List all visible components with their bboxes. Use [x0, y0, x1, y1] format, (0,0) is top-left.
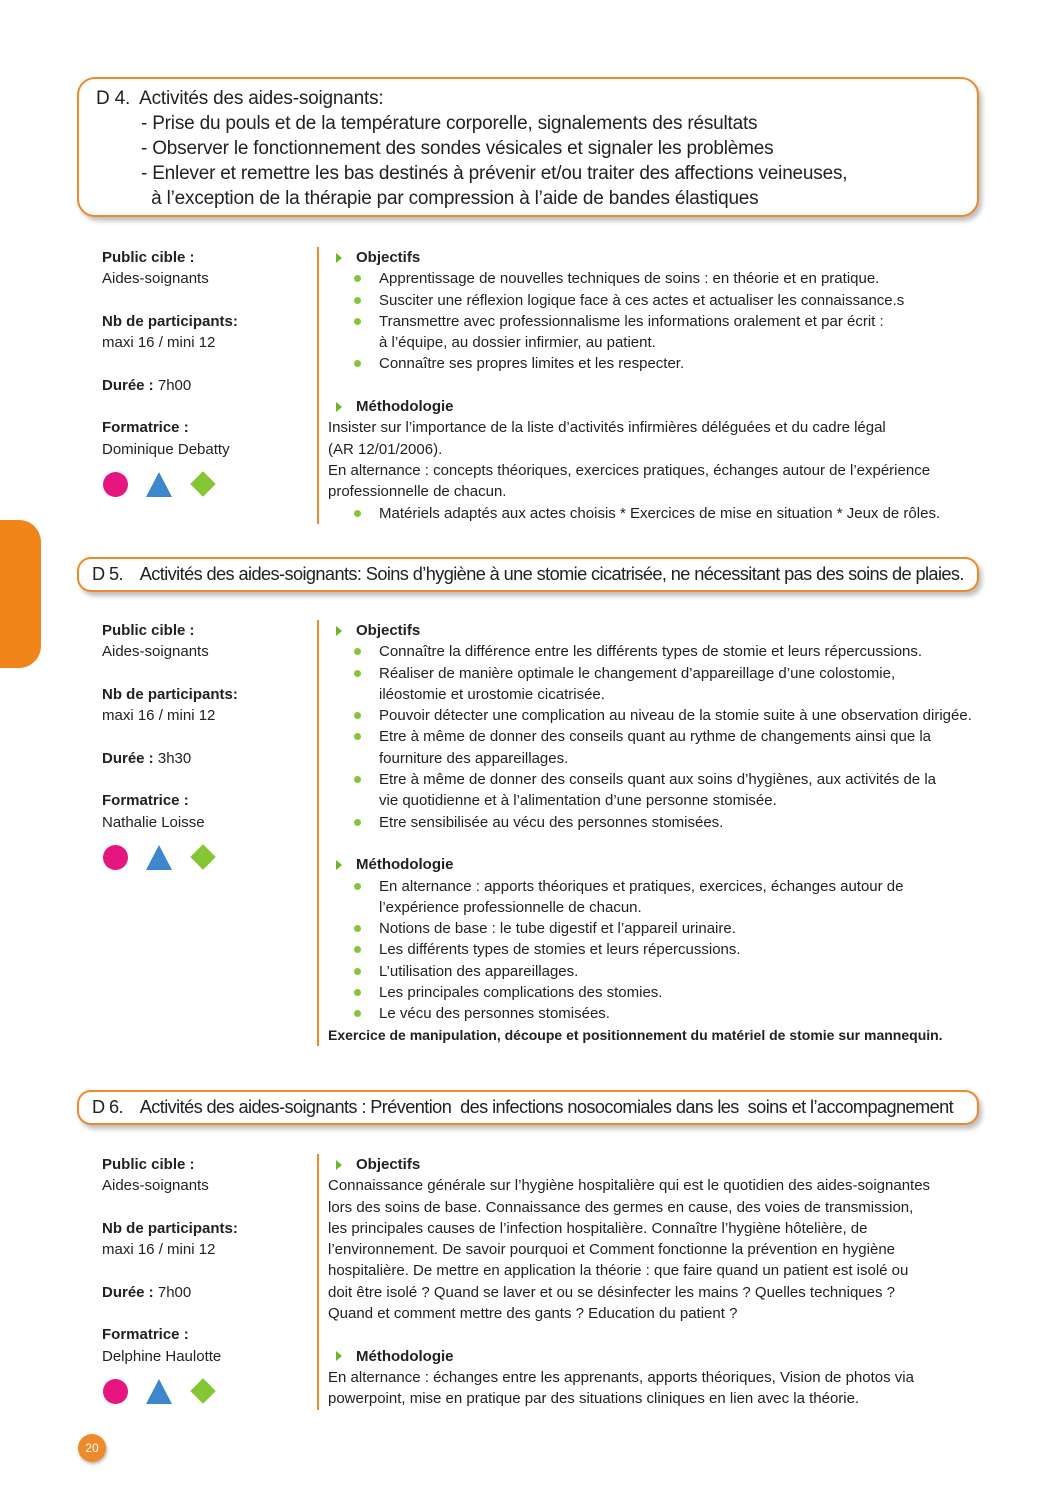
bullet-icon: [354, 510, 361, 517]
bullet-text: Connaître ses propres limites et les respecter.: [379, 355, 685, 373]
bullet-icon: [354, 1010, 361, 1017]
spacer: [328, 375, 998, 396]
info-value: maxi 16 / mini 12: [102, 707, 216, 725]
course-info: [102, 1154, 302, 1404]
header-line: D 4. Activités des aides-soignants:: [96, 88, 384, 109]
bullet-icon: [354, 733, 361, 740]
bullet-icon: [354, 360, 361, 367]
bullet-text: Pouvoir détecter une complication au niveau de la stomie suite à une observation dirigée.: [379, 707, 972, 725]
info-row: [102, 375, 302, 396]
green-diamond-icon: [190, 472, 215, 497]
bullet-icon: [354, 275, 361, 282]
bullet-text: Transmettre avec professionnalisme les informations oralement et par écrit : à l’équipe, au dossier infirmier, au patient.: [379, 312, 884, 352]
subsection-heading: [328, 620, 998, 641]
bullet-icon: [354, 883, 361, 890]
bullet-icon: [354, 946, 361, 953]
info-row: [102, 1282, 302, 1303]
spacer: [102, 769, 302, 790]
spacer: [328, 1324, 998, 1345]
blue-triangle-icon: [146, 845, 172, 870]
green-diamond-icon: [190, 1379, 215, 1404]
subsection-heading: [328, 247, 998, 268]
spacer: [328, 833, 998, 854]
info-label: Durée :: [102, 1283, 154, 1301]
arrow-right-icon: [336, 1351, 342, 1361]
bullet-item: [328, 641, 998, 662]
info-value: 3h30: [157, 749, 192, 767]
bullet-icon: [354, 670, 361, 677]
bullet-text: Etre sensibilisée au vécu des personnes stomisées.: [379, 813, 724, 831]
info-value: 7h00: [157, 1283, 192, 1301]
bullet-icon: [354, 712, 361, 719]
pink-circle-icon: [103, 845, 128, 870]
subsection-heading: [328, 396, 998, 417]
arrow-right-icon: [336, 626, 342, 636]
green-diamond-icon: [190, 845, 215, 870]
info-value: Aides-soignants: [102, 1177, 209, 1195]
course-details: [317, 247, 998, 524]
subsection-title: Méthodologie: [356, 398, 454, 416]
header-line: à l’exception de la thérapie par compression à l’aide de bandes élastiques: [141, 188, 759, 209]
bullet-item: [328, 353, 998, 374]
level-icons: [103, 472, 302, 497]
course-details: [317, 620, 998, 1046]
info-value: maxi 16 / mini 12: [102, 1241, 216, 1259]
header-line: - Observer le fonctionnement des sondes vésicales et signaler les problèmes: [141, 138, 774, 159]
spacer: [102, 353, 302, 374]
subsection-title: Objectifs: [356, 1156, 421, 1173]
spacer: [102, 290, 302, 311]
bullet-item: [328, 268, 998, 289]
bullet-text: Apprentissage de nouvelles techniques de soins : en théorie et en pratique.: [379, 270, 880, 288]
chapter-tab: [0, 520, 41, 668]
arrow-right-icon: [336, 1160, 342, 1170]
pink-circle-icon: [103, 1379, 128, 1404]
bullet-item: [328, 311, 998, 354]
bullet-item: [328, 812, 998, 833]
spacer: [102, 1260, 302, 1281]
spacer: [102, 396, 302, 417]
info-value: Aides-soignants: [102, 643, 209, 661]
subsection-title: Objectifs: [356, 249, 421, 266]
page-number: 20: [78, 1434, 106, 1462]
bold-note: Exercice de manipulation, découpe et positionnement du matériel de stomie sur mannequin.: [328, 1026, 943, 1043]
info-value: Dominique Debatty: [102, 440, 230, 458]
subsection-heading: [328, 1346, 998, 1367]
bullet-text: En alternance : apports théoriques et pratiques, exercices, échanges autour de l’expérience professionnelle de chacun.: [379, 877, 904, 916]
spacer: [102, 726, 302, 747]
bullet-item: [328, 503, 998, 524]
info-label: Formatrice :: [102, 792, 189, 810]
level-icons: [103, 845, 302, 870]
course-details: [317, 1154, 998, 1410]
bullet-text: Les différents types de stomies et leurs répercussions.: [379, 941, 741, 959]
spacer: [102, 1303, 302, 1324]
bullet-item: [328, 1003, 998, 1024]
bullet-item: [328, 769, 998, 812]
bullet-item: [328, 982, 998, 1003]
paragraph: Insister sur l’importance de la liste d’activités infirmières déléguées et du cadre légal (AR 12/01/2006).: [328, 419, 886, 458]
bullet-icon: [354, 968, 361, 975]
paragraph: En alternance : concepts théoriques, exercices pratiques, échanges autour de l’expérience professionnelle de chacun.: [328, 461, 931, 501]
info-value: maxi 16 / mini 12: [102, 334, 216, 352]
info-label: Public cible :: [102, 249, 195, 266]
bullet-text: Notions de base : le tube digestif et l’appareil urinaire.: [379, 920, 736, 938]
info-label: Nb de participants:: [102, 1219, 238, 1237]
spacer: [102, 1197, 302, 1218]
bullet-text: L’utilisation des appareillages.: [379, 962, 579, 980]
header-line: - Prise du pouls et de la température corporelle, signalements des résultats: [141, 113, 758, 134]
bullet-icon: [354, 819, 361, 826]
bullet-item: [328, 726, 998, 769]
spacer: [102, 663, 302, 684]
arrow-right-icon: [336, 860, 342, 870]
course-info: [102, 247, 302, 497]
bullet-item: [328, 705, 998, 726]
section-header: [77, 1090, 979, 1125]
bullet-text: Connaître la différence entre les différents types de stomie et leurs répercussions.: [379, 643, 923, 661]
info-label: Public cible :: [102, 622, 195, 639]
subsection-heading: [328, 854, 998, 875]
info-value: Aides-soignants: [102, 270, 209, 288]
header-line: D 6. Activités des aides-soignants : Prévention des infections nosocomiales dans les soins et l’accompagnement: [92, 1097, 954, 1117]
bullet-icon: [354, 989, 361, 996]
bullet-text: Matériels adaptés aux actes choisis * Exercices de mise en situation * Jeux de rôles.: [379, 504, 941, 522]
subsection-heading: [328, 1154, 998, 1175]
info-label: Formatrice :: [102, 1326, 189, 1344]
info-value: 7h00: [157, 376, 192, 394]
paragraph: En alternance : échanges entre les apprenants, apports théoriques, Vision de photos via powerpoint, mise en pratique par des situations cliniques en lien avec la théorie.: [328, 1368, 914, 1408]
arrow-right-icon: [336, 402, 342, 412]
bullet-icon: [354, 648, 361, 655]
blue-triangle-icon: [146, 1379, 172, 1404]
bullet-text: Les principales complications des stomies.: [379, 984, 663, 1002]
info-label: Nb de participants:: [102, 685, 238, 703]
info-label: Durée :: [102, 749, 154, 767]
bullet-icon: [354, 297, 361, 304]
info-label: Public cible :: [102, 1156, 195, 1173]
subsection-title: Méthodologie: [356, 856, 454, 874]
bullet-item: [328, 961, 998, 982]
blue-triangle-icon: [146, 472, 172, 497]
bullet-item: [328, 663, 998, 706]
bullet-text: Etre à même de donner des conseils quant au rythme de changements ainsi que la fourniture des appareillages.: [379, 728, 931, 767]
bullet-item: [328, 876, 998, 919]
bullet-icon: [354, 318, 361, 325]
info-row: [102, 748, 302, 769]
bullet-item: [328, 290, 998, 311]
info-value: Nathalie Loisse: [102, 813, 205, 831]
pink-circle-icon: [103, 472, 128, 497]
course-info: [102, 620, 302, 870]
bullet-text: Etre à même de donner des conseils quant aux soins d’hygiènes, aux activités de la vie quotidienne et à l’alimentation d’une personne stomisée.: [379, 771, 936, 810]
info-value: Delphine Haulotte: [102, 1347, 222, 1365]
header-line: D 5. Activités des aides-soignants: Soins d’hygiène à une stomie cicatrisée, ne nécessitant pas des soins de plaies.: [92, 564, 964, 584]
bullet-icon: [354, 776, 361, 783]
info-label: Nb de participants:: [102, 312, 238, 330]
header-line: - Enlever et remettre les bas destinés à prévenir et/ou traiter des affections veineuses,: [141, 163, 848, 184]
subsection-title: Objectifs: [356, 622, 421, 639]
info-label: Durée :: [102, 376, 154, 394]
arrow-right-icon: [336, 253, 342, 263]
bullet-text: Le vécu des personnes stomisées.: [379, 1005, 610, 1023]
bullet-text: Réaliser de manière optimale le changement d’appareillage d’une colostomie, iléostomie et urostomie cicatrisée.: [379, 664, 896, 703]
bullet-item: [328, 939, 998, 960]
subsection-title: Méthodologie: [356, 1347, 454, 1365]
section-header: [77, 77, 979, 217]
section-header: [77, 557, 979, 592]
level-icons: [103, 1379, 302, 1404]
bullet-icon: [354, 925, 361, 932]
info-label: Formatrice :: [102, 419, 189, 437]
bullet-item: [328, 918, 998, 939]
paragraph: Connaissance générale sur l’hygiène hospitalière qui est le quotidien des aides-soignantes lors des soins de base. Connaissance des germes en cause, des voies de transmission, les principales causes de l’infection hospitalière. Connaître l’hygiène hôtelière, de l’environnement. De savoir pourquoi et Comment fonctionne la prévention en hygiène hospitalière. De mettre en application la théorie : que faire quand un patient est isolé ou doit être isolé ? Quand se laver et ou se désinfecter les mains ? Quelles techniques ? Quand et comment mettre des gants ? Education du patient ?: [328, 1177, 931, 1323]
bullet-text: Susciter une réflexion logique face à ces actes et actualiser les connaissance.s: [379, 291, 905, 309]
